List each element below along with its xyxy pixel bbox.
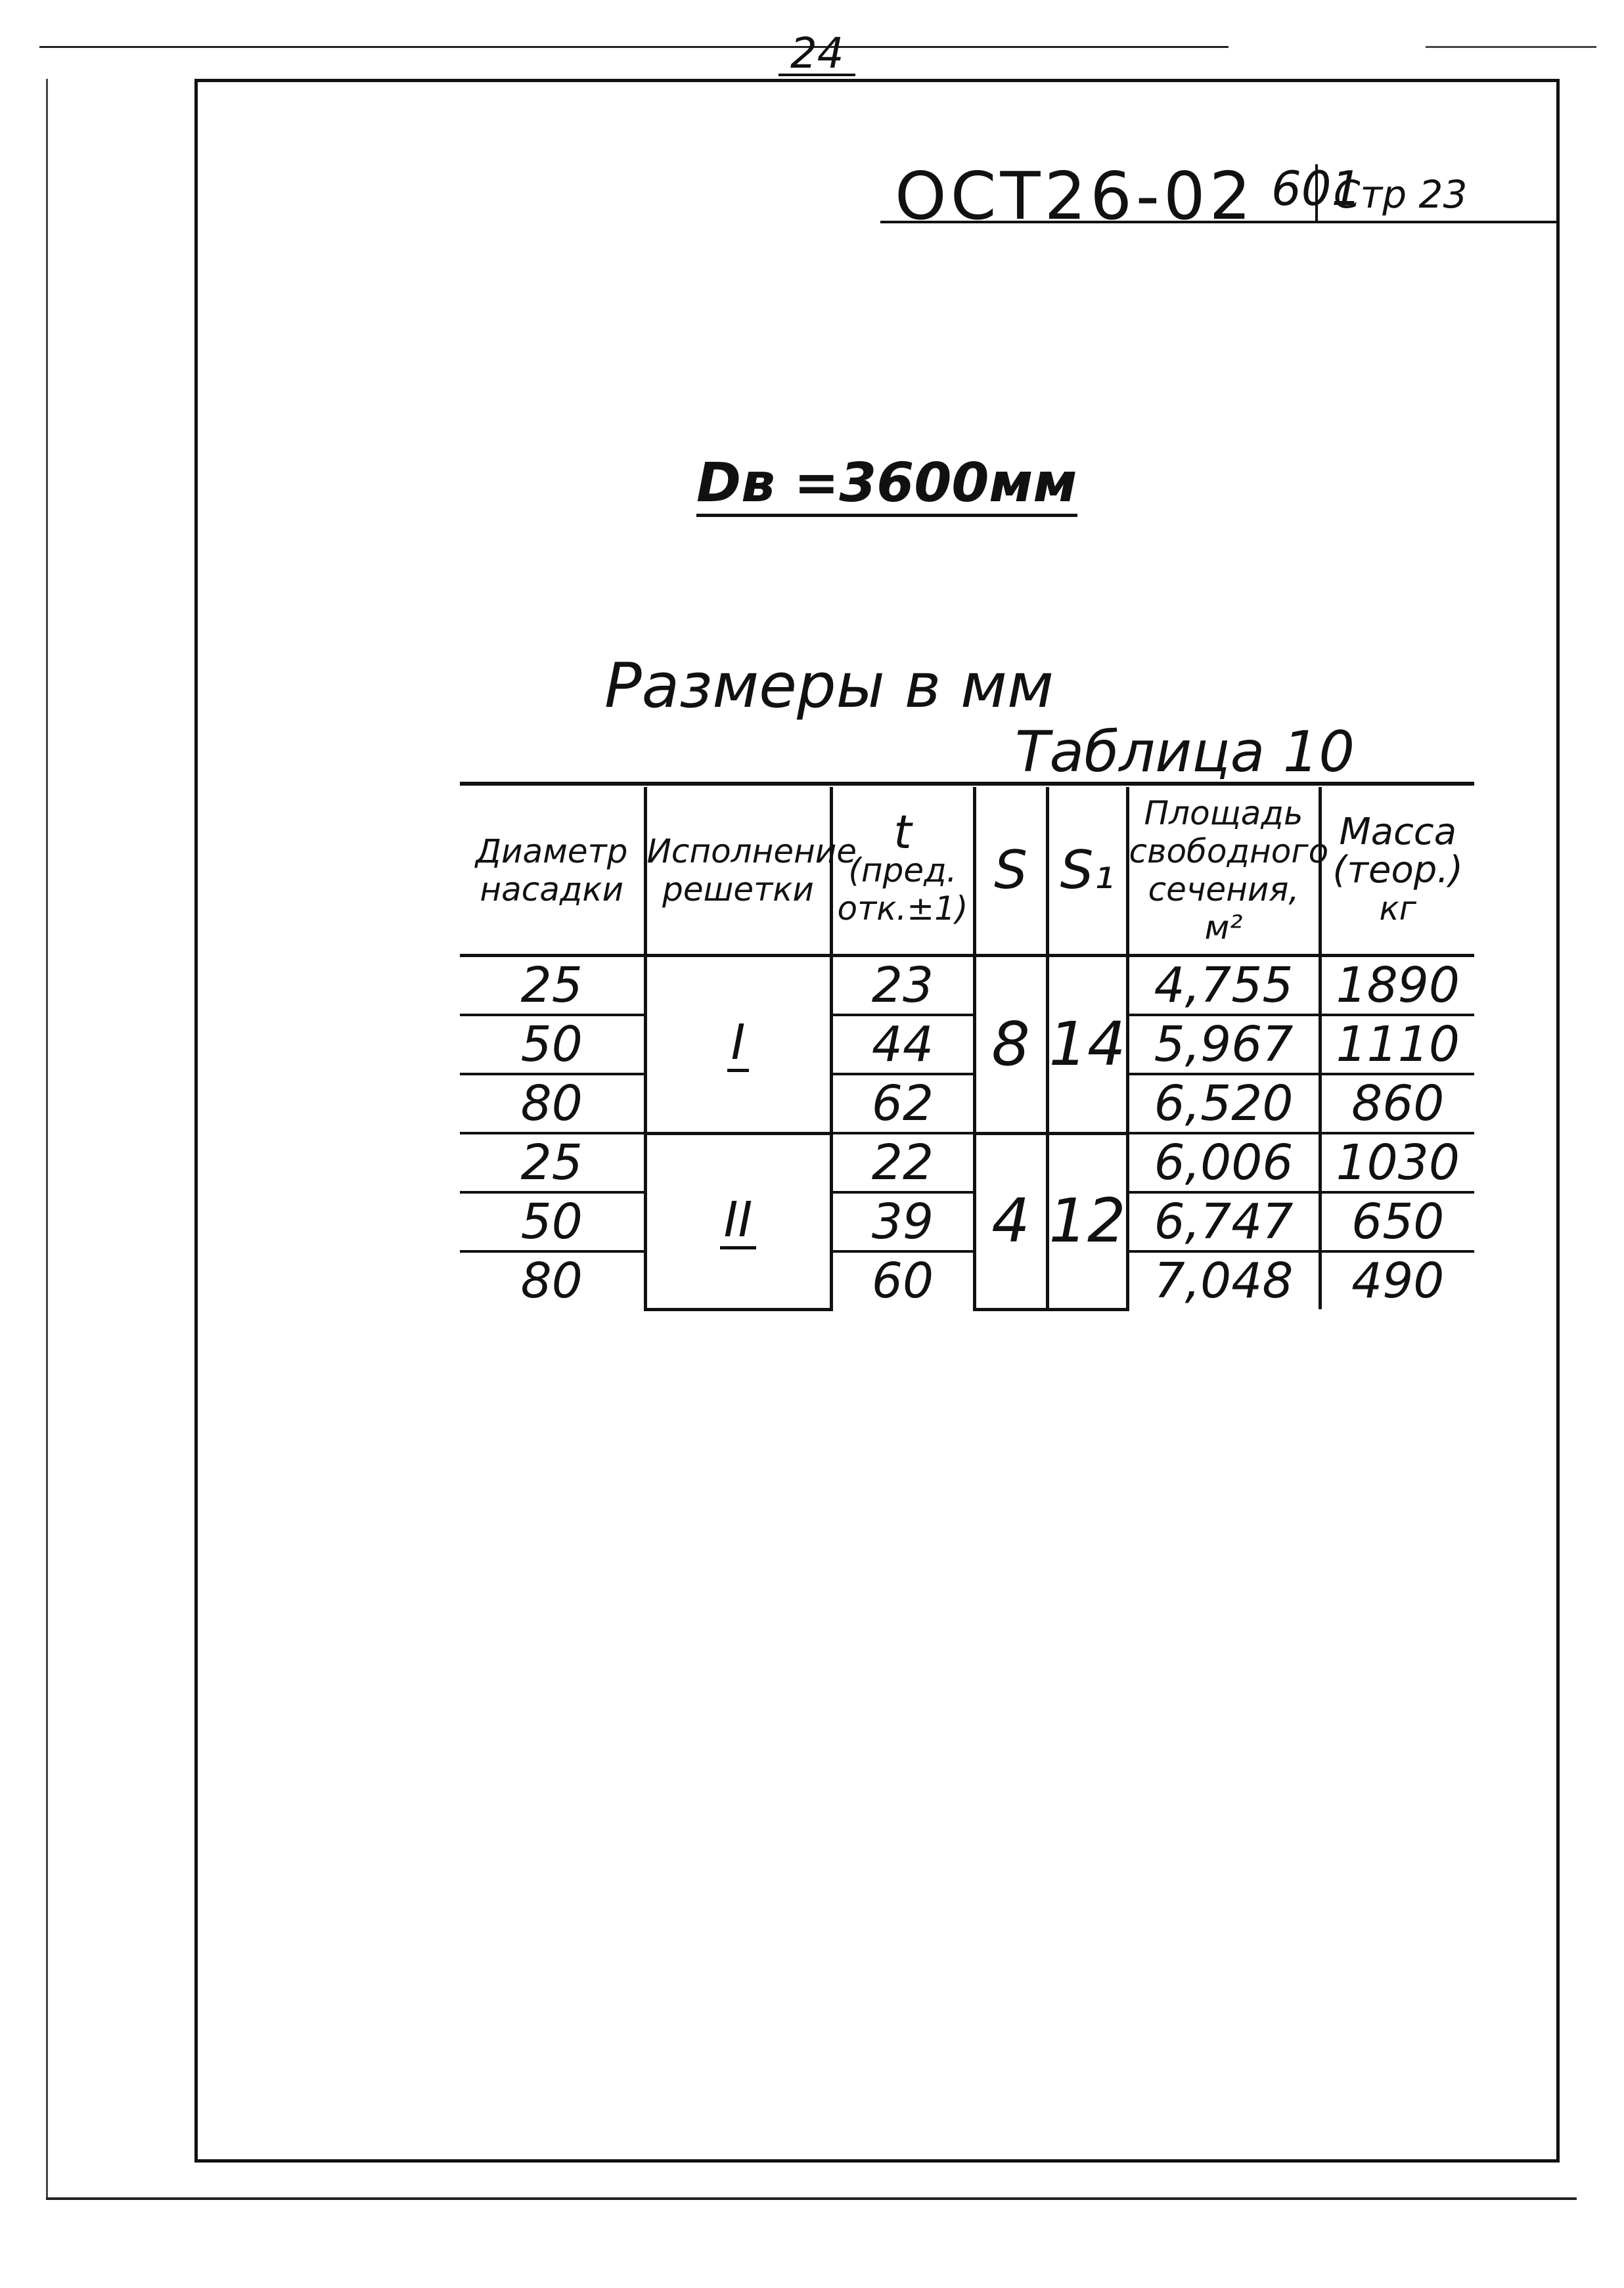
header-execution: Исполнение решетки: [645, 787, 831, 956]
cell-area: 7,048: [1127, 1251, 1320, 1309]
header-diameter: Диаметр насадки: [460, 787, 645, 956]
table-top-rule: [460, 782, 1474, 786]
cell-t: 44: [831, 1015, 974, 1074]
cell-t: 39: [831, 1192, 974, 1251]
table-row: [460, 1015, 1474, 1074]
scan-edge-left: [46, 79, 48, 2197]
units-note: Размеры в мм: [604, 650, 1054, 722]
cell-diameter: 50: [460, 1192, 645, 1251]
document-page: Стр 23: [1334, 172, 1468, 217]
header-s1: S₁: [1047, 787, 1127, 956]
cell-mass: 1030: [1320, 1133, 1474, 1192]
dimensions-table: [460, 787, 1474, 1311]
cell-s: 4: [974, 1133, 1047, 1309]
scan-edge-bottom: [46, 2197, 1577, 2200]
cell-t: 60: [831, 1251, 974, 1309]
header-s: S: [974, 787, 1047, 956]
table-caption: Таблица 10: [1015, 719, 1355, 785]
cell-area: 4,755: [1127, 956, 1320, 1016]
cell-s1: 12: [1047, 1133, 1127, 1309]
page-number: 24: [778, 34, 855, 76]
cell-area: 5,967: [1127, 1015, 1320, 1074]
cell-diameter: 25: [460, 956, 645, 1016]
cell-area: 6,006: [1127, 1133, 1320, 1192]
cell-diameter: 50: [460, 1015, 645, 1074]
scan-edge-top-right: [1426, 46, 1596, 48]
table-row: [460, 1251, 1474, 1309]
table-row: [460, 1133, 1474, 1192]
cell-execution: II: [645, 1133, 831, 1309]
cell-mass: 650: [1320, 1192, 1474, 1251]
cell-execution: I: [645, 956, 831, 1134]
cell-mass: 860: [1320, 1074, 1474, 1133]
table-row: [460, 1074, 1474, 1133]
diameter-formula: Dв =3600мм: [696, 453, 1077, 517]
cell-diameter: 80: [520, 1253, 583, 1309]
header-free-area: Площадь свободного сечения, м²: [1127, 787, 1320, 956]
header-mass: Масса (теор.) кг: [1320, 787, 1474, 956]
cell-s: 8: [974, 956, 1047, 1134]
cell-diameter: 25: [460, 1133, 645, 1192]
cell-t: 62: [831, 1074, 974, 1133]
cell-t: 23: [831, 956, 974, 1016]
cell-area: 6,747: [1127, 1192, 1320, 1251]
header-t: t (пред. отк.±1): [831, 787, 974, 956]
table-row: [460, 1192, 1474, 1251]
cell-mass: 1110: [1320, 1015, 1474, 1074]
document-revision: 601: [1271, 161, 1362, 216]
table-header-row: [460, 787, 1474, 956]
scan-edge-top: [39, 46, 1229, 48]
cell-s1: 14: [1047, 956, 1127, 1134]
cell-diameter: 80: [460, 1074, 645, 1133]
table-row: [460, 956, 1474, 1016]
cell-t: 22: [831, 1133, 974, 1192]
cell-mass: 1890: [1320, 956, 1474, 1016]
cell-area: 6,520: [1127, 1074, 1320, 1133]
document-code: ОСТ26-02: [895, 158, 1255, 235]
cell-mass: 490: [1320, 1251, 1474, 1309]
